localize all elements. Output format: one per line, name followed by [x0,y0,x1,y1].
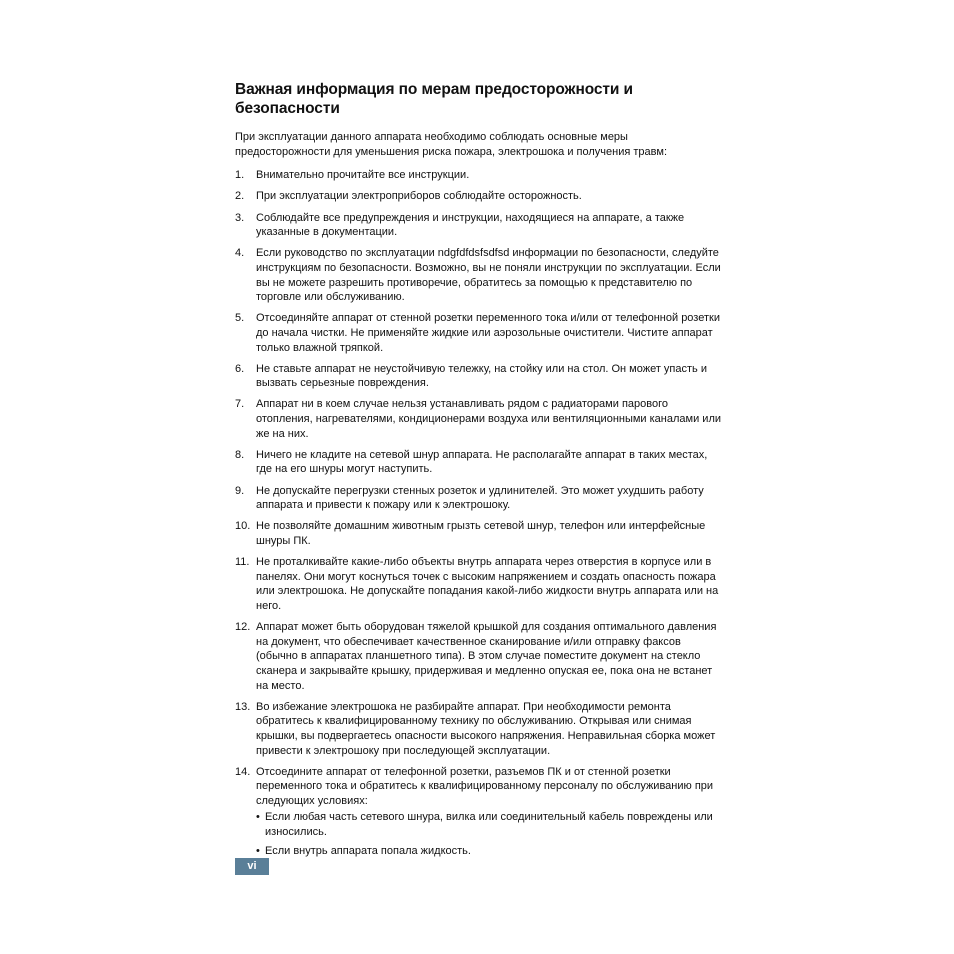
list-item-text: Аппарат ни в коем случае нельзя устанавливать рядом с радиаторами парового отопления, нагревателями, кондиционерами воздуха или вентиляционными каналами или же на них. [256,398,722,440]
list-item [235,620,725,693]
sublist-item-text: Если любая часть сетевого шнура, вилка или соединительный кабель повреждены или износились. [265,811,713,839]
list-item [235,168,725,183]
list-item-text: Не ставьте аппарат не неустойчивую тележку, на стойку или на стол. Он может упасть и вызвать серьезные повреждения. [256,362,707,390]
intro-paragraph: При эксплуатации данного аппарата необходимо соблюдать основные меры предосторожности для уменьшения риска пожара, электрошока и получения травм: [235,131,668,158]
list-item-text: Отсоединяйте аппарат от стенной розетки переменного тока и/или от телефонной розетки до начала чистки. Не применяйте жидкие или аэрозольные очистители. Чистите аппарат только влажной тряпкой. [256,312,720,354]
list-item [235,311,725,355]
bullet-icon: • [256,811,260,824]
bullet-icon: • [256,844,260,857]
list-item [235,189,725,204]
page-title: Важная информация по мерам предосторожности и безопасности [235,81,633,117]
list-item-number: 2. [235,190,245,203]
list-item [235,765,725,859]
list-item-number: 6. [235,362,245,375]
list-item-text: Соблюдайте все предупреждения и инструкции, находящиеся на аппарате, а также указанные в документации. [256,211,685,239]
sublist-item [256,810,725,839]
list-item-text: При эксплуатации электроприборов соблюдайте осторожность. [256,190,582,203]
list-item-text: Ничего не кладите на сетевой шнур аппарата. Не располагайте аппарат в таких местах, где на его шнуры могут наступить. [256,448,708,476]
list-item-number: 4. [235,247,245,260]
list-item [235,397,725,441]
list-item [235,246,725,304]
list-item-number: 1. [235,169,245,182]
conditions-sublist [256,810,725,858]
list-item [235,362,725,391]
list-item-number: 8. [235,448,245,461]
list-item-number: 14. [235,765,251,778]
list-item-text: Не позволяйте домашним животным грызть сетевой шнур, телефон или интерфейсные шнуры ПК. [256,520,706,547]
list-item-number: 3. [235,211,245,224]
list-item-number: 5. [235,312,245,325]
list-item [235,484,725,513]
list-item-number: 7. [235,398,245,411]
list-item [235,555,725,613]
list-item [235,700,725,758]
list-item-text: Не допускайте перегрузки стенных розеток и удлинителей. Это может ухудшить работу аппарата и привести к пожару или к электрошоку. [256,484,704,512]
sublist-item [256,844,725,859]
list-item [235,448,725,477]
list-item-number: 10. [235,520,251,533]
list-item [235,211,725,240]
list-item-text: Не проталкивайте какие-либо объекты внутрь аппарата через отверстия в корпусе или в панелях. Они могут коснуться точек с высоким напряжением и создать опасность пожара или электрошока. Не допускайте попадания какой-либо жидкости внутрь аппарата или на него. [256,556,719,612]
list-item-text: Отсоедините аппарат от телефонной розетки, разъемов ПК и от стенной розетки переменного тока и обратитесь к квалифицированному персоналу по обслуживанию при следующих условиях: [256,765,714,807]
list-item [235,519,725,548]
safety-instructions-list [235,168,725,858]
list-item-text: Аппарат может быть оборудован тяжелой крышкой для создания оптимального давления на документ, что обеспечивает качественное сканирование и/или отправку факсов (обычно в аппаратах планшетного типа). В этом случае поместите документ на стекло сканера и закрывайте крышку, придерживая и медленно опуская ее, пока она не встанет на место. [256,621,717,692]
sublist-item-text: Если внутрь аппарата попала жидкость. [265,844,471,857]
list-item-text: Если руководство по эксплуатации ndgfdfdsfsdfsd информации по безопасности, следуйте инструкциям по безопасности. Возможно, вы не поняли инструкции по эксплуатации. Если вы не можете разрешить противоречие, обратитесь за помощью к представителю по торговле или обслуживанию. [256,247,721,304]
list-item-text: Во избежание электрошока не разбирайте аппарат. При необходимости ремонта обратитесь к квалифицированному технику по обслуживанию. Открывая или снимая крышки, вы подвергаетесь опасности высокого напряжения. Неправильная сборка может привести к электрошоку при последующей эксплуатации. [256,700,716,757]
list-item-number: 11. [235,556,250,569]
document-page [235,80,725,865]
list-item-number: 12. [235,621,251,634]
list-item-number: 9. [235,484,245,497]
page-number-badge: vi [235,858,269,875]
list-item-number: 13. [235,700,251,713]
list-item-text: Внимательно прочитайте все инструкции. [256,169,470,182]
